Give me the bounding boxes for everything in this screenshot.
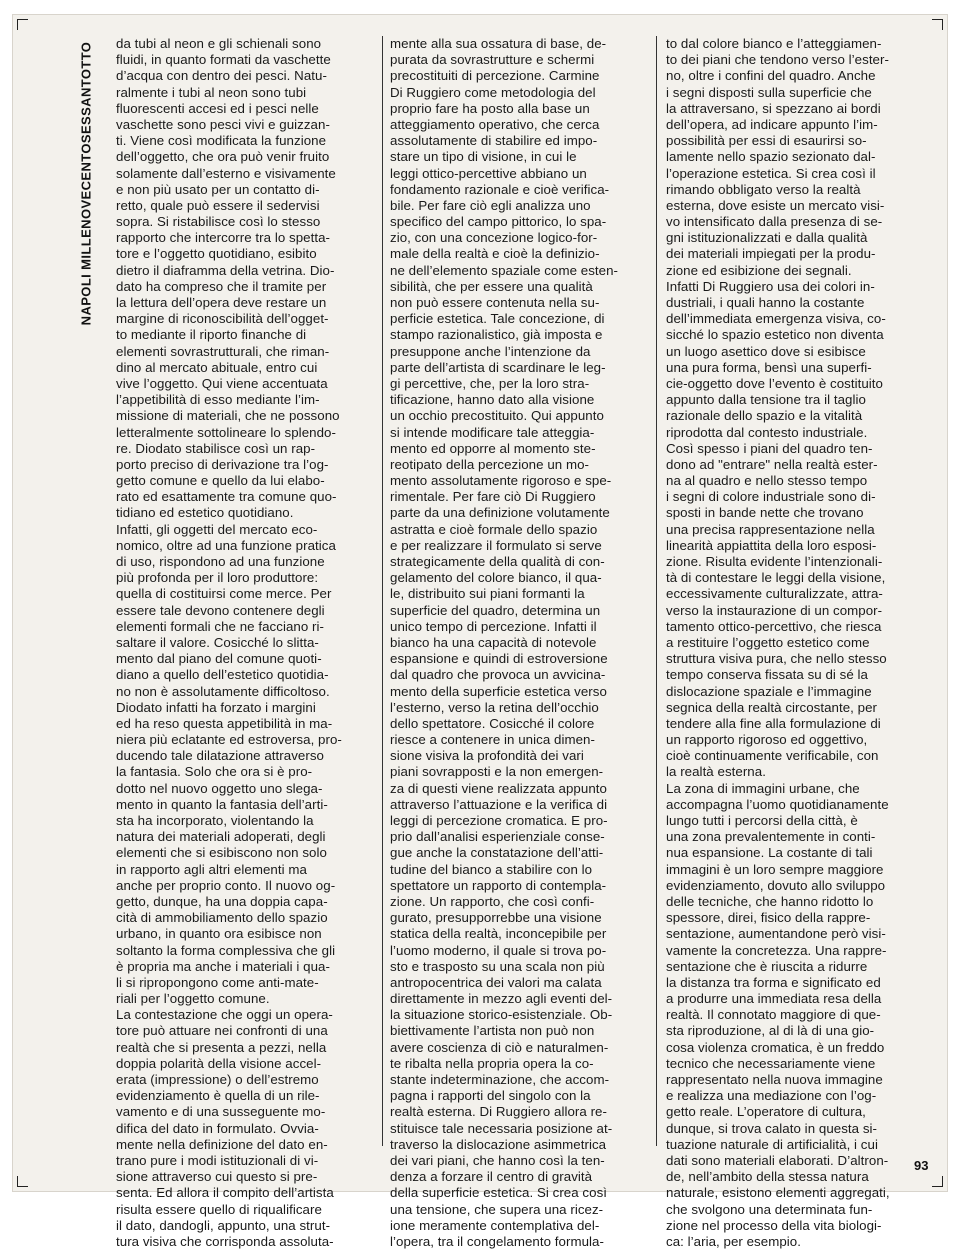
- crop-mark: [932, 1176, 943, 1187]
- text-line: La zona di immagini urbane, che: [666, 780, 860, 796]
- text-line: e non più usato per un contatto di-: [116, 181, 320, 197]
- text-line: l’esterno, verso la retina dell’occhio: [390, 699, 599, 715]
- text-line: difica del dato in formulato. Ovvia-: [116, 1120, 319, 1136]
- text-line: specifico del campo pittorico, lo spa-: [390, 214, 607, 230]
- text-line: evidenziamento, dovuto allo sviluppo: [666, 877, 886, 893]
- text-line: unico tempo di percezione. Infatti il: [390, 618, 597, 634]
- text-line: presuppone anche l’intenzione da: [390, 343, 591, 359]
- text-line: la situazione storico-esistenziale. Ob-: [390, 1007, 613, 1023]
- text-line: sione attraverso cui questo si pre-: [116, 1169, 318, 1185]
- text-line: getto reale. L’operatore di cultura,: [666, 1104, 866, 1120]
- text-line: la lettura dell’opera deve restare un: [116, 295, 327, 310]
- text-line: ralmente i tubi al neon sono tubi: [116, 84, 307, 100]
- text-line: vamento e di una susseguente mo-: [116, 1104, 326, 1120]
- text-line: dati sono materiali elaborati. D’altron-: [666, 1152, 889, 1168]
- text-line: piani sovrapposti e la non emergen-: [390, 764, 604, 780]
- text-line: getto comune e quello da lui elabo-: [116, 473, 325, 489]
- text-line: espansione e quindi di estroversione: [390, 651, 608, 667]
- running-head-text: NAPOLI MILLENOVECENTOSESSANTOTTO: [78, 41, 94, 326]
- text-line: ti. Viene così modificata la funzione: [116, 133, 327, 149]
- text-line: possibilità per essi di esaurirsi so-: [666, 133, 867, 149]
- text-line: male della realtà e cioè la definizio-: [390, 246, 600, 262]
- text-column-2: [390, 36, 652, 1250]
- text-line: tempo conserva fissata su di sé la: [666, 667, 868, 683]
- text-line: sentazione, aumentandone però visi-: [666, 926, 886, 942]
- text-line: zione. Risulta evidente l’intenzionali-: [666, 554, 883, 569]
- text-line: vamente la concretezza. Una rappre-: [666, 942, 887, 958]
- text-line: zione nel processo della vita biologi-: [666, 1217, 882, 1233]
- text-line: e realizza una mediazione con l’og-: [666, 1088, 877, 1104]
- text-line: superficie del quadro, determina un: [390, 602, 601, 618]
- text-line: dietro il diaframma della vetrina. Dio-: [116, 262, 335, 278]
- text-line: to dei piani che tendono verso l’ester-: [666, 52, 889, 68]
- text-line: riprodotta dal contesto industriale.: [666, 424, 868, 440]
- text-line: rapporto che intercorre tra lo spetta-: [116, 230, 331, 246]
- text-column-3: [666, 36, 928, 1250]
- text-line: stante indeterminazione, che accom-: [390, 1072, 610, 1087]
- text-line: mento in quanto la fantasia dell’arti-: [116, 796, 328, 812]
- text-line: la fantasia. Solo che ora si è pro-: [116, 764, 313, 780]
- text-line: una tensione, che supera una ricez-: [390, 1201, 604, 1217]
- text-line: la distanza tra forma e significato ed: [666, 974, 881, 990]
- text-line: l’uomo moderno, il quale si trova po-: [390, 942, 607, 958]
- text-line: un rapporto rigoroso ed oggettivo,: [666, 732, 868, 748]
- text-line: dell’immediata emergenza visiva, co-: [666, 311, 886, 327]
- text-line: traverso la dislocazione asimmetrica: [390, 1136, 607, 1152]
- text-line: parte da una definizione volutamente: [390, 505, 610, 521]
- text-line: si intende modificare tale atteggia-: [390, 424, 595, 440]
- text-line: nomico, oltre ad una funzione pratica: [116, 537, 336, 553]
- text-line: trano pure i modi istituzionali di vi-: [116, 1152, 319, 1168]
- text-line: tore può attuare nei confronti di una: [116, 1023, 328, 1039]
- text-line: essere tale devono contenere degli: [116, 602, 325, 618]
- text-line: statica della realtà, inconcepibile per: [390, 926, 607, 942]
- text-line: immagini è un loro sempre maggiore: [666, 861, 884, 877]
- text-line: tendere alla fine alla formulazione di: [666, 715, 881, 731]
- text-line: prio dall’analisi esperienziale conse-: [390, 829, 605, 845]
- text-line: realtà che si presenta a pezzi, nella: [116, 1039, 327, 1055]
- text-line: è propria ma anche i materiali i qua-: [116, 958, 330, 974]
- text-line: mento dal piano del comune quoti-: [116, 651, 322, 667]
- text-line: natura dei materiali adoperati, degli: [116, 829, 326, 845]
- text-line: una pura forma, bensì una superfi-: [666, 359, 872, 375]
- text-line: no non è assolutamente difficoltoso.: [116, 683, 330, 699]
- text-line: sopra. Si ristabilisce così lo stesso: [116, 214, 321, 230]
- text-line: razionale dello spazio e la vitalità: [666, 408, 863, 424]
- text-line: dell’opera, ad indicare appunto l’im-: [666, 116, 878, 132]
- text-line: che svolgono una determinata fun-: [666, 1201, 873, 1217]
- text-line: realtà esterna. Di Ruggiero allora re-: [390, 1104, 607, 1120]
- text-line: bianco ha una capacità di notevole: [390, 634, 597, 650]
- text-line: Diodato infatti ha forzato i margini: [116, 699, 316, 715]
- text-line: verso la instaurazione di un compor-: [666, 602, 883, 618]
- text-line: parte dell’artista di scardinare le leg-: [390, 359, 606, 375]
- text-line: dei materiali impiegati per la produ-: [666, 246, 876, 262]
- text-column-1: [116, 36, 378, 1250]
- text-line: ca: l’aria, per esempio.: [666, 1233, 801, 1249]
- text-line: Infatti Di Ruggiero usa dei colori in-: [666, 278, 875, 294]
- text-line: za di questi viene realizzata appunto: [390, 780, 607, 796]
- text-line: una precisa rappresentazione nella: [666, 521, 875, 537]
- text-line: gi percettive, che, per la loro stra-: [390, 375, 590, 391]
- text-line: a restituire l’oggetto estetico come: [666, 634, 870, 650]
- text-line: to dal colore bianco e l’atteggiamen-: [666, 36, 882, 51]
- text-line: vaschette sono pesci vivi e guizzan-: [116, 116, 330, 132]
- text-line: spettatore un rapporto di contempla-: [390, 877, 607, 893]
- text-line: assolutamente di stabilire ed impo-: [390, 133, 598, 149]
- text-line: astratta e cioè formale dello spazio: [390, 521, 598, 537]
- text-line: no, oltre i confini del quadro. Anche: [666, 68, 876, 84]
- text-line: attraverso l’attuazione e la verifica di: [390, 796, 608, 812]
- text-line: avere coscienza di ciò e naturalmen-: [390, 1039, 609, 1055]
- column-divider: [656, 36, 657, 1146]
- text-line: segnica della realtà circostante, per: [666, 699, 878, 715]
- text-line: Così spesso i piani del quadro ten-: [666, 440, 873, 456]
- text-line: sta ha incorporato, violentando la: [116, 813, 314, 828]
- text-line: sione visiva la profondità dei vari: [390, 748, 584, 764]
- text-line: cie-oggetto dove l’evento è costituito: [666, 375, 884, 391]
- text-line: saltare il valore. Cosicché lo slitta-: [116, 634, 319, 650]
- text-line: delle tecniche, che hanno ridotto lo: [666, 893, 874, 909]
- text-line: d’acqua con dentro dei pesci. Natu-: [116, 68, 327, 84]
- text-line: reotipato della percezione un mo-: [390, 456, 590, 472]
- text-line: evidenziamento è quella di un rile-: [116, 1088, 320, 1104]
- text-line: porto preciso di derivazione tra l’og-: [116, 456, 329, 472]
- text-line: urbano, in quanto ora esibisce non: [116, 926, 322, 942]
- text-line: elementi sovrastrutturali, che riman-: [116, 343, 330, 359]
- text-line: margine di riconoscibilità dell’ogget-: [116, 311, 329, 327]
- text-line: tamento ottico-percettivo, che riesca: [666, 618, 882, 634]
- text-line: i segni disposti sulla superficie che: [666, 84, 872, 100]
- text-line: quella di costituirsi come merce. Per: [116, 586, 332, 602]
- text-line: doppia polarità della visione accel-: [116, 1055, 322, 1071]
- text-line: zio, con una concezione logico-for-: [390, 230, 598, 246]
- text-line: e per realizzare il formulato si serve: [390, 537, 602, 553]
- text-line: non può essere contenuta nella su-: [390, 295, 600, 310]
- text-line: re. Diodato stabilisce così un rap-: [116, 440, 316, 456]
- text-line: nua espansione. La costante di tali: [666, 845, 873, 861]
- text-line: dino al mercato abituale, entro cui: [116, 359, 318, 375]
- text-line: un luogo asettico dove si esibisce: [666, 343, 866, 359]
- text-line: biettivamente l’artista non può non: [390, 1023, 595, 1039]
- text-line: lamente nello spazio sezionato dal-: [666, 149, 876, 165]
- text-line: solamente dall’esterno e visivamente: [116, 165, 336, 181]
- text-line: rimando obbligato verso la realtà: [666, 181, 861, 197]
- text-line: mento della superficie estetica verso: [390, 683, 607, 699]
- text-line: dato ha compreso che il tramite per: [116, 278, 327, 294]
- text-line: leggi di percezione cromatica. E pro-: [390, 813, 608, 828]
- text-line: ducendo tale dilatazione attraverso: [116, 748, 324, 764]
- text-line: la attraversano, si spezzano ai bordi: [666, 100, 881, 116]
- text-line: fluidi, in quanto formati da vaschette: [116, 52, 331, 68]
- text-line: dislocazione spaziale e l’immagine: [666, 683, 872, 699]
- text-line: rimentale. Per fare ciò Di Ruggiero: [390, 489, 596, 505]
- text-line: perficie estetica. Tale concezione, di: [390, 311, 605, 327]
- text-line: zione ed esibizione dei segnali.: [666, 262, 852, 278]
- running-head: [76, 36, 96, 336]
- text-line: spessore, direi, fisico della rappre-: [666, 910, 871, 926]
- text-line: le, distribuito sui piani formanti la: [390, 586, 585, 602]
- text-line: la realtà esterna.: [666, 764, 766, 780]
- text-line: rappresentato nella nuova immagine: [666, 1072, 883, 1087]
- text-line: linearità appiattita della loro esposi-: [666, 537, 877, 553]
- text-line: tore e l’oggetto quotidiano, esibito: [116, 246, 317, 262]
- text-line: senta. Ed allora il compito dell’artista: [116, 1185, 334, 1201]
- text-line: denza a forzare il centro di gravità: [390, 1169, 593, 1185]
- text-line: de, nell’ambito della stessa natura: [666, 1169, 869, 1185]
- crop-mark: [17, 1176, 28, 1187]
- text-line: mento ed opporre al momento ste-: [390, 440, 596, 456]
- text-line: cioè continuamente verificabile, con: [666, 748, 879, 764]
- text-line: dei vari piani, che hanno così la ten-: [390, 1152, 605, 1168]
- text-line: a produrre una immediata resa della: [666, 991, 882, 1007]
- text-line: retto, quale può essere il sedervisi: [116, 197, 320, 213]
- text-line: tudine del bianco a stabilire con lo: [390, 861, 593, 877]
- text-line: tuazione naturale di artificialità, i cui: [666, 1136, 878, 1152]
- text-line: li si ripropongono come anti-mate-: [116, 974, 319, 990]
- text-line: tura visiva che corrisponda assoluta-: [116, 1233, 334, 1249]
- crop-mark: [932, 19, 943, 30]
- text-line: l’appetibilità di esso mediante l’im-: [116, 392, 320, 408]
- text-line: gurato, presupporrebbe una visione: [390, 910, 602, 926]
- text-line: ione meramente contemplativa del-: [390, 1217, 600, 1233]
- text-line: purata da sovrastrutture e schermi: [390, 52, 595, 68]
- text-line: riesce a contenere in unica dimen-: [390, 732, 595, 748]
- text-line: cità di ammobiliamento dello spazio: [116, 910, 328, 926]
- text-line: to mediante il riporto finanche di: [116, 327, 307, 343]
- text-line: elementi che si esibiscono non solo: [116, 845, 327, 861]
- text-line: lungo tutti i percorsi della città, è: [666, 813, 858, 828]
- text-line: sta riproduzione, al di là di una gio-: [666, 1023, 875, 1039]
- text-line: leggi ottico-percettive abbiano un: [390, 165, 587, 181]
- text-line: La contestazione che oggi un opera-: [116, 1007, 333, 1023]
- text-line: stituisce tale necessaria posizione at-: [390, 1120, 613, 1136]
- text-line: gni istituzionalizzati e dalla qualità: [666, 230, 868, 246]
- text-line: anche per proprio conto. Il nuovo og-: [116, 877, 336, 893]
- text-line: un occhio precostituito. Qui appunto: [390, 408, 604, 424]
- text-line: dello spettatore. Cosicché il colore: [390, 715, 595, 731]
- crop-mark: [17, 19, 28, 30]
- text-line: da tubi al neon e gli schienali sono: [116, 36, 322, 51]
- text-line: elementi formali che ne facciano ri-: [116, 618, 324, 634]
- text-line: dono ad "entrare" nella realtà ester-: [666, 456, 878, 472]
- text-line: risulta essere quello di riqualificare: [116, 1201, 322, 1217]
- text-line: eccessivamente culturalizzate, attra-: [666, 586, 883, 602]
- text-line: soltanto la forma complessiva che gli: [116, 942, 336, 958]
- text-line: Infatti, gli oggetti del mercato eco-: [116, 521, 318, 537]
- text-line: dell’oggetto, che ora può venir fruito: [116, 149, 330, 165]
- text-line: appunto dalla tensione tra il taglio: [666, 392, 866, 408]
- text-line: stampo razionalistico, già imposta e: [390, 327, 603, 343]
- text-line: struttura visiva pura, che nello stesso: [666, 651, 887, 667]
- text-line: stare un tipo di visione, in cui le: [390, 149, 577, 165]
- text-line: riali per l’oggetto comune.: [116, 991, 270, 1007]
- text-line: tecnico che necessariamente viene: [666, 1055, 876, 1071]
- text-line: naturale, esistono elementi aggregati,: [666, 1185, 890, 1201]
- text-line: tà di contestare le leggi della visione,: [666, 570, 886, 586]
- text-line: sposti in bande nette che trovano: [666, 505, 864, 521]
- text-line: esterna, dove esiste un mercato visi-: [666, 197, 885, 213]
- text-line: ne dell’elemento spaziale come esten-: [390, 262, 619, 278]
- text-line: getto, dunque, ha una doppia capa-: [116, 893, 328, 909]
- text-line: sto e trasposto su una scala non più: [390, 958, 605, 974]
- text-line: mente nella definizione del dato en-: [116, 1136, 328, 1152]
- text-line: ed ha reso questa appetibilità in ma-: [116, 715, 333, 731]
- column-divider: [382, 36, 383, 1146]
- text-line: tidiano ed estetico quotidiano.: [116, 505, 294, 521]
- text-line: proprio fare ha posto alla base un: [390, 100, 590, 116]
- text-line: te ribalta nella propria opera la co-: [390, 1055, 594, 1071]
- text-line: tificazione, hanno dato alla visione: [390, 392, 595, 408]
- text-line: na al quadro e nello stesso tempo: [666, 473, 868, 489]
- text-line: niera più eclatante ed estroversa, pro-: [116, 732, 342, 748]
- text-line: i segni di colore industriale sono di-: [666, 489, 876, 505]
- text-line: l’opera, tra il congelamento formula-: [390, 1233, 604, 1249]
- text-line: sentazione che è riuscita a ridurre: [666, 958, 868, 974]
- text-line: diano a quello dell’estetico quotidia-: [116, 667, 329, 683]
- text-line: di uso, rispondono ad una funzione: [116, 554, 325, 569]
- text-line: dotto nel nuovo oggetto uno slega-: [116, 780, 323, 796]
- text-line: letteralmente sottolineare lo splendo-: [116, 424, 336, 440]
- text-line: fluorescenti accesi ed i pesci nelle: [116, 100, 319, 116]
- text-line: cosa violenza cromatica, è un freddo: [666, 1039, 885, 1055]
- text-line: dustriali, i quali hanno la costante: [666, 295, 865, 310]
- text-line: missione di materiali, che ne possono: [116, 408, 340, 424]
- text-line: vo intensificato dalla presenza di se-: [666, 214, 883, 230]
- text-line: accompagna l’uomo quotidianamente: [666, 796, 889, 812]
- text-line: in rapporto agli altri elementi ma: [116, 861, 307, 877]
- text-line: l’operazione estetica. Si crea così il: [666, 165, 876, 181]
- text-line: pagna i rapporti del singolo con la: [390, 1088, 591, 1104]
- text-line: zione. Un rapporto, che così confi-: [390, 893, 595, 909]
- page-number: 93: [914, 1158, 929, 1173]
- text-line: direttamente in mezzo agli eventi del-: [390, 991, 613, 1007]
- text-line: sicché lo spazio estetico non diventa: [666, 327, 884, 343]
- text-line: precostituiti di percezione. Carmine: [390, 68, 600, 84]
- text-line: sibilità, che per essere una qualità: [390, 278, 593, 294]
- text-line: realtà. Il connotato maggiore di que-: [666, 1007, 881, 1023]
- text-line: strategicamente della qualità di con-: [390, 554, 605, 569]
- text-line: della superficie estetica. Si crea così: [390, 1185, 608, 1201]
- text-line: gue anche la constatazione dell’atti-: [390, 845, 604, 861]
- text-line: antropocentrica dei valori ma calata: [390, 974, 602, 990]
- text-line: dunque, si trova calato in questa si-: [666, 1120, 878, 1136]
- text-line: il dato, dandogli, appunto, una strut-: [116, 1217, 331, 1233]
- text-line: rato ed esattamente tra comune quo-: [116, 489, 337, 505]
- text-line: mento assolutamente rigoroso e spe-: [390, 473, 612, 489]
- text-line: mente alla sua ossatura di base, de-: [390, 36, 607, 51]
- text-line: gelamento del colore bianco, il qua-: [390, 570, 602, 586]
- text-line: bile. Per fare ciò egli analizza uno: [390, 197, 591, 213]
- text-line: vive l’oggetto. Qui viene accentuata: [116, 375, 328, 391]
- text-line: erata (impressione) o dell’estremo: [116, 1072, 319, 1087]
- text-line: Di Ruggiero come metodologia del: [390, 84, 596, 100]
- text-line: fondamento razionale e cioè verifica-: [390, 181, 610, 197]
- text-line: dal quadro che provoca un avvicina-: [390, 667, 606, 683]
- text-line: una zona prevalentemente in conti-: [666, 829, 876, 845]
- text-line: più profonda per il loro produttore:: [116, 570, 319, 586]
- text-line: atteggiamento operativo, che cerca: [390, 116, 600, 132]
